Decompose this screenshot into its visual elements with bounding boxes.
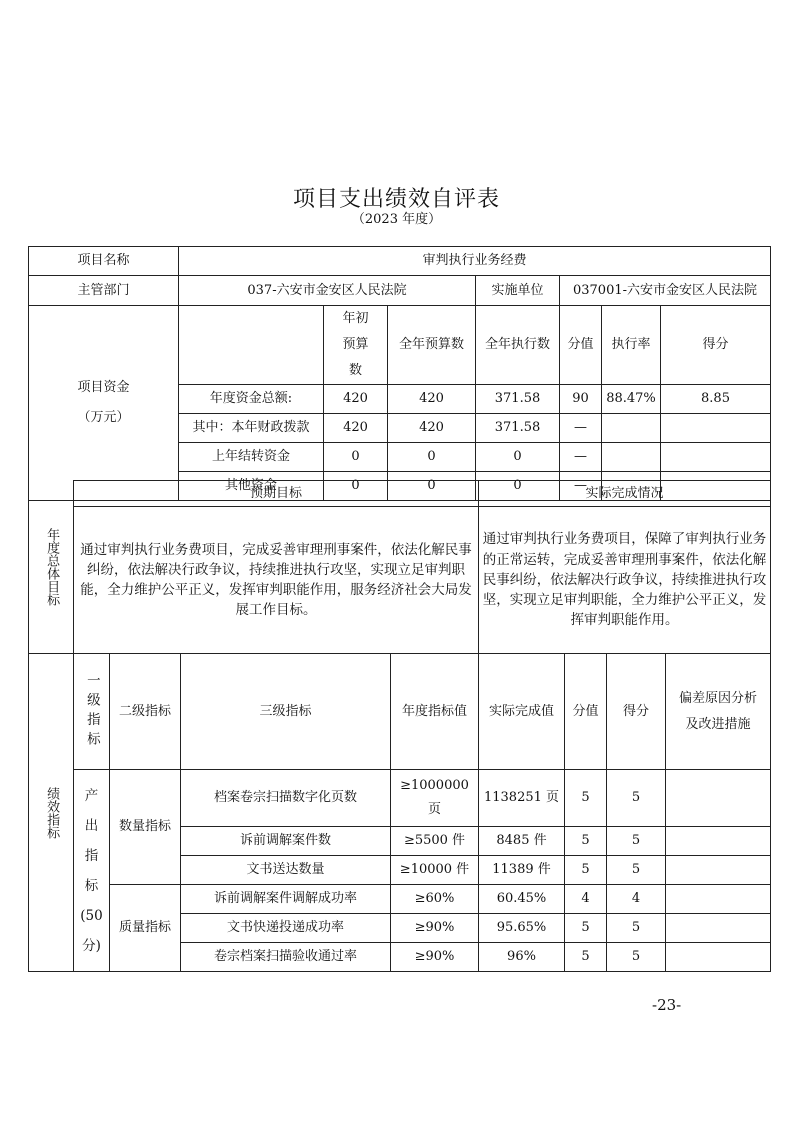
funds-row-executed: 0 [476,472,560,501]
page-number: -23- [652,996,682,1014]
level1-output-label: 产 出 指 标 (50 分) [74,770,110,972]
indicator-name: 卷宗档案扫描验收通过率 [181,943,391,972]
indicators-side-label: 绩效指标 [29,654,74,972]
indicator-target: ≥1000000 页 [391,770,479,827]
funds-row-label: 上年结转资金 [179,443,324,472]
deviation-header: 偏差原因分析 及改进措施 [666,654,771,770]
indicator-name: 档案卷宗扫描数字化页数 [181,770,391,827]
funds-header-score: 得分 [661,306,771,385]
score-value-header: 分值 [565,654,607,770]
level2-header: 二级指标 [110,654,181,770]
indicator-target: ≥90% [391,914,479,943]
funds-header-executed: 全年执行数 [476,306,560,385]
indicator-target: ≥90% [391,943,479,972]
indicator-score-value: 5 [565,770,607,827]
funds-row-initial: 420 [324,385,388,414]
funds-row-rate: 88.47% [602,385,661,414]
indicator-deviation [666,770,771,827]
indicator-deviation [666,914,771,943]
indicator-actual: 11389 件 [479,856,565,885]
indicator-actual: 96% [479,943,565,972]
funds-row-initial: 0 [324,472,388,501]
funds-row-annual: 420 [388,385,476,414]
quality-indicator-label: 质量指标 [110,885,181,972]
indicator-name: 文书送达数量 [181,856,391,885]
funds-label-line2: （万元） [77,410,130,425]
funds-row-score-value: — [560,414,602,443]
indicator-actual: 8485 件 [479,827,565,856]
actual-completion-header: 实际完成情况 [479,481,771,507]
indicator-score: 5 [607,770,666,827]
expected-goal-header: 预期目标 [74,481,479,507]
funds-row-label: 其他资金 [179,472,324,501]
level3-header: 三级指标 [181,654,391,770]
funds-row-score-value: 90 [560,385,602,414]
indicator-score-value: 5 [565,914,607,943]
indicator-score-value: 5 [565,856,607,885]
indicator-score-value: 4 [565,885,607,914]
indicator-actual: 60.45% [479,885,565,914]
funds-row-executed: 0 [476,443,560,472]
indicator-actual: 95.65% [479,914,565,943]
indicator-deviation [666,856,771,885]
actual-header: 实际完成值 [479,654,565,770]
funds-row-label: 年度资金总额: [179,385,324,414]
quantity-indicator-label: 数量指标 [110,770,181,885]
table-row [29,770,771,827]
expected-goal-text: 通过审判执行业务费项目，完成妥善审理刑事案件，依法化解民事纠纷，依法解决行政争议，持续推进执行攻坚，实现立足审判职能，全力维护公平正义，发挥审判职能作用，服务经济社会大局发展工作目标。 [74,507,479,654]
actual-completion-text: 通过审判执行业务费项目，保障了审判执行业务的正常运转，完成妥善审理刑事案件，依法化解民事纠纷，依法解决行政争议，持续推进执行攻坚，实现立足审判职能，全力维护公平正义，发挥审判职能作用。 [479,507,771,654]
funds-row-score: 8.85 [661,385,771,414]
project-name-label: 项目名称 [29,247,179,276]
goals-side-label: 年度总体目标 [29,481,74,654]
funds-row-executed: 371.58 [476,385,560,414]
funds-row-score-value: — [560,472,602,501]
funds-header-blank [179,306,324,385]
funds-row-rate [602,414,661,443]
indicator-actual: 1138251 页 [479,770,565,827]
indicator-deviation [666,943,771,972]
indicator-deviation [666,827,771,856]
indicator-score: 4 [607,885,666,914]
dept-label: 主管部门 [29,276,179,306]
indicator-score: 5 [607,943,666,972]
funds-header-score-value: 分值 [560,306,602,385]
indicator-deviation [666,885,771,914]
funds-header-annual: 全年预算数 [388,306,476,385]
indicator-score: 5 [607,914,666,943]
unit-value: 037001-六安市金安区人民法院 [560,276,771,306]
dept-value: 037-六安市金安区人民法院 [179,276,476,306]
indicator-target: ≥5500 件 [391,827,479,856]
funds-header-initial: 年初预算数 [324,306,388,385]
funds-label [29,306,179,501]
funds-row-rate [602,443,661,472]
level1-header: 一级指标 [74,654,110,770]
funds-row-score-value: — [560,443,602,472]
target-header: 年度指标值 [391,654,479,770]
funds-row-initial: 0 [324,443,388,472]
indicator-score-value: 5 [565,827,607,856]
indicator-score-value: 5 [565,943,607,972]
indicator-target: ≥10000 件 [391,856,479,885]
indicator-score: 5 [607,827,666,856]
funds-row-executed: 371.58 [476,414,560,443]
project-funds-table [28,246,771,501]
project-name-value: 审判执行业务经费 [179,247,771,276]
indicator-score: 5 [607,856,666,885]
indicator-name: 诉前调解案件数 [181,827,391,856]
indicator-target: ≥60% [391,885,479,914]
funds-row-initial: 420 [324,414,388,443]
funds-header-rate: 执行率 [602,306,661,385]
page-title: 项目支出绩效自评表 [292,187,500,212]
indicator-name: 诉前调解案件调解成功率 [181,885,391,914]
page-subtitle: （2023 年度） [351,212,442,227]
score-header: 得分 [607,654,666,770]
funds-row-label: 其中：本年财政拨款 [179,414,324,443]
funds-row-score [661,443,771,472]
unit-label: 实施单位 [476,276,560,306]
funds-row-annual: 420 [388,414,476,443]
funds-row-annual: 0 [388,472,476,501]
indicator-name: 文书快递投递成功率 [181,914,391,943]
funds-row-score [661,414,771,443]
indicators-table [28,653,771,972]
funds-row-annual: 0 [388,443,476,472]
funds-label-line1: 项目资金 [77,380,130,395]
annual-goals-table [28,480,771,654]
table-row [29,885,771,914]
